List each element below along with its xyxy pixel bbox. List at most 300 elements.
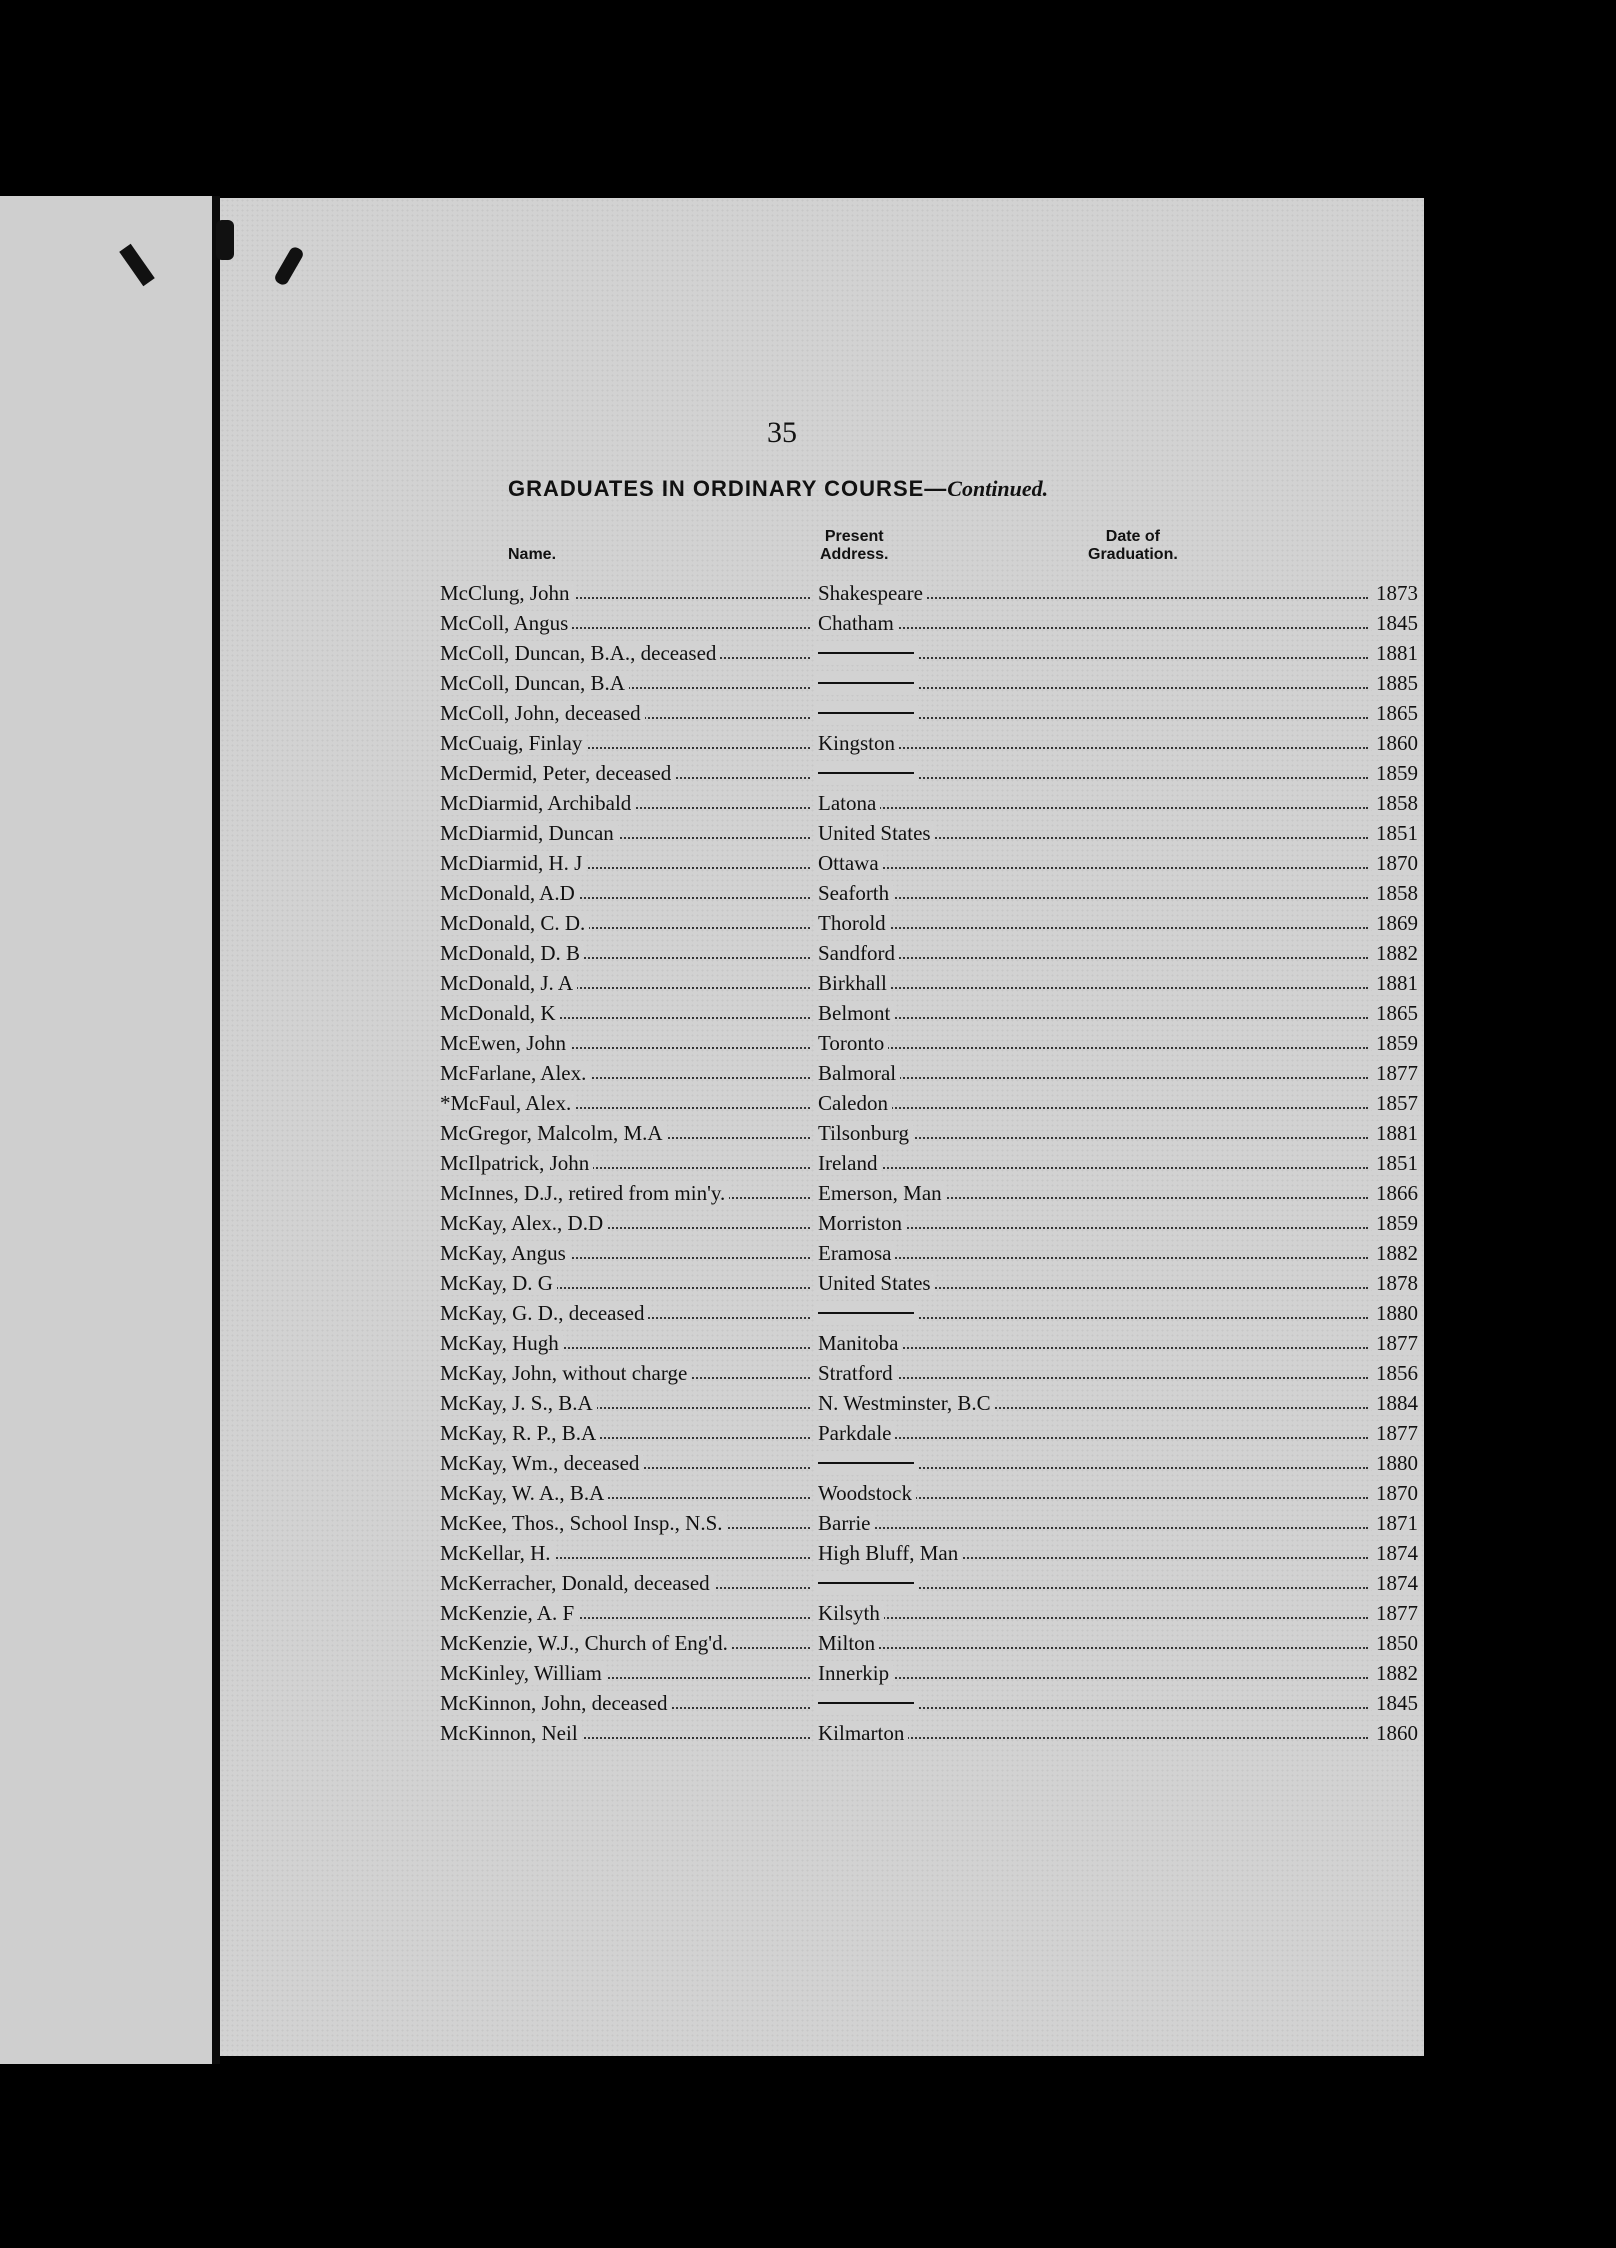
graduate-address (816, 728, 899, 758)
graduate-address (816, 698, 918, 728)
graduation-date-text: 1881 (1372, 1121, 1418, 1145)
graduation-date-text: 1866 (1372, 1181, 1418, 1205)
graduation-date (1372, 1328, 1418, 1358)
dot-leader (816, 1677, 1368, 1679)
graduate-address (816, 1718, 908, 1748)
graduate-row (440, 1118, 1418, 1148)
graduation-date (1372, 968, 1418, 998)
graduate-name-text: McKee, Thos., School Insp., N.S. (440, 1511, 727, 1535)
graduate-name-text: McCuaig, Finlay (440, 731, 586, 755)
dot-leader (816, 1617, 1368, 1619)
graduates-list (440, 578, 1418, 1748)
graduate-name (440, 1538, 555, 1568)
graduate-name (440, 1178, 729, 1208)
graduate-row (440, 668, 1418, 698)
graduation-date (1372, 1058, 1418, 1088)
graduate-address-text: Tilsonburg (816, 1121, 913, 1145)
graduate-name (440, 638, 720, 668)
graduate-name-text: McKay, Wm., deceased (440, 1451, 643, 1475)
graduate-address (816, 1088, 892, 1118)
address-dash (816, 761, 918, 785)
graduate-address (816, 908, 890, 938)
graduate-row (440, 818, 1418, 848)
graduate-name (440, 1598, 578, 1628)
graduate-row (440, 1568, 1418, 1598)
dot-leader (816, 807, 1368, 809)
graduate-name (440, 1568, 714, 1598)
graduation-date (1372, 1538, 1418, 1568)
graduate-address (816, 818, 935, 848)
column-header-date-line: Date of (1105, 528, 1160, 545)
graduate-address-text: Latona (816, 791, 880, 815)
graduate-address-text: Eramosa (816, 1241, 895, 1265)
heading-continued: Continued. (947, 476, 1049, 501)
dot-leader (816, 1377, 1368, 1379)
graduation-date (1372, 1418, 1418, 1448)
graduate-name-text: McDonald, J. A (440, 971, 577, 995)
graduate-row (440, 1088, 1418, 1118)
graduation-date-text: 1884 (1372, 1391, 1418, 1415)
graduate-row (440, 1298, 1418, 1328)
graduate-address-text: Seaforth (816, 881, 893, 905)
graduate-row (440, 1448, 1418, 1478)
graduation-date-text: 1850 (1372, 1631, 1418, 1655)
graduate-name (440, 1508, 727, 1538)
graduate-address-text: Thorold (816, 911, 890, 935)
graduation-date (1372, 1148, 1418, 1178)
dot-leader (816, 1017, 1368, 1019)
graduate-address (816, 1328, 902, 1358)
graduate-name-text: McInnes, D.J., retired from min'y. (440, 1181, 729, 1205)
graduation-date-text: 1882 (1372, 941, 1418, 965)
graduate-address (816, 1628, 879, 1658)
graduate-name (440, 1028, 570, 1058)
graduate-name-text: *McFaul, Alex. (440, 1091, 575, 1115)
graduation-date (1372, 1088, 1418, 1118)
graduate-address (816, 668, 918, 698)
graduation-date (1372, 698, 1418, 728)
dot-leader (816, 1047, 1368, 1049)
graduate-row (440, 788, 1418, 818)
graduation-date-text: 1859 (1372, 1211, 1418, 1235)
graduation-date (1372, 1298, 1418, 1328)
left-page (0, 196, 215, 2064)
graduation-date-text: 1881 (1372, 641, 1418, 665)
graduate-name-text: McKinnon, Neil (440, 1721, 582, 1745)
graduate-row (440, 1328, 1418, 1358)
graduate-name-text: McKay, Hugh (440, 1331, 563, 1355)
graduate-row (440, 968, 1418, 998)
graduate-name-text: McEwen, John (440, 1031, 570, 1055)
graduate-name (440, 1268, 557, 1298)
dot-leader (816, 1527, 1368, 1529)
graduation-date-text: 1851 (1372, 821, 1418, 845)
graduate-name-text: McKay, Alex., D.D (440, 1211, 607, 1235)
graduate-address-text: Stratford (816, 1361, 897, 1385)
graduate-address-text: Morriston (816, 1211, 906, 1235)
graduate-row (440, 848, 1418, 878)
graduate-name-text: McKinley, William (440, 1661, 606, 1685)
graduate-name-text: McKinnon, John, deceased (440, 1691, 671, 1715)
column-header-address-line: Address. (820, 546, 889, 563)
address-dash (816, 641, 918, 665)
graduation-date (1372, 938, 1418, 968)
graduate-name (440, 608, 572, 638)
graduate-row (440, 1148, 1418, 1178)
dot-leader (816, 897, 1368, 899)
graduate-name-text: McKenzie, W.J., Church of Eng'd. (440, 1631, 732, 1655)
graduate-address (816, 878, 893, 908)
graduate-row (440, 1388, 1418, 1418)
graduate-name-text: McDiarmid, Archibald (440, 791, 635, 815)
graduate-name-text: McDermid, Peter, deceased (440, 761, 675, 785)
graduate-name-text: McKay, D. G (440, 1271, 557, 1295)
graduation-date (1372, 1028, 1418, 1058)
graduation-date (1372, 1718, 1418, 1748)
graduation-date (1372, 1448, 1418, 1478)
graduate-name (440, 1628, 732, 1658)
graduate-row (440, 1658, 1418, 1688)
graduate-name-text: McKay, John, without charge (440, 1361, 691, 1385)
graduation-date-text: 1856 (1372, 1361, 1418, 1385)
graduate-name (440, 1298, 648, 1328)
dot-leader (816, 1107, 1368, 1109)
graduate-address-text: Sandford (816, 941, 899, 965)
graduate-address (816, 1028, 888, 1058)
dot-leader (816, 1647, 1368, 1649)
graduate-row (440, 578, 1418, 608)
graduate-address (816, 1418, 895, 1448)
graduate-name-text: McKay, G. D., deceased (440, 1301, 648, 1325)
graduate-row (440, 908, 1418, 938)
graduate-name (440, 1658, 606, 1688)
page (220, 198, 1424, 2056)
graduate-name-text: McColl, Duncan, B.A., deceased (440, 641, 720, 665)
graduate-address (816, 1538, 962, 1568)
graduation-date-text: 1878 (1372, 1271, 1418, 1295)
graduation-date-text: 1858 (1372, 791, 1418, 815)
graduate-name (440, 1088, 575, 1118)
graduate-row (440, 638, 1418, 668)
graduation-date-text: 1877 (1372, 1601, 1418, 1625)
graduate-name (440, 1418, 600, 1448)
graduation-date (1372, 1178, 1418, 1208)
graduate-name (440, 1388, 597, 1418)
graduation-date (1372, 758, 1418, 788)
column-header-address-line: Present (824, 528, 884, 545)
graduation-date-text: 1870 (1372, 851, 1418, 875)
graduation-date (1372, 608, 1418, 638)
graduate-row (440, 758, 1418, 788)
graduation-date-text: 1865 (1372, 701, 1418, 725)
graduate-address-text: Shakespeare (816, 581, 927, 605)
graduation-date-text: 1874 (1372, 1571, 1418, 1595)
graduate-name (440, 728, 586, 758)
graduation-date (1372, 728, 1418, 758)
graduate-address (816, 1478, 916, 1508)
graduate-name (440, 1358, 691, 1388)
graduate-address-text: Parkdale (816, 1421, 895, 1445)
graduate-name (440, 998, 559, 1028)
graduate-name (440, 578, 574, 608)
graduation-date-text: 1845 (1372, 611, 1418, 635)
graduate-name (440, 1448, 643, 1478)
graduate-address-text: Chatham (816, 611, 898, 635)
graduation-date (1372, 578, 1418, 608)
graduate-address (816, 1058, 900, 1088)
graduation-date (1372, 908, 1418, 938)
graduation-date-text: 1857 (1372, 1091, 1418, 1115)
dot-leader (816, 987, 1368, 989)
graduate-name-text: McIlpatrick, John (440, 1151, 593, 1175)
graduate-name (440, 698, 645, 728)
graduation-date (1372, 818, 1418, 848)
graduate-address (816, 1118, 913, 1148)
graduate-address (816, 1568, 918, 1598)
graduate-name (440, 848, 586, 878)
dash-line (818, 712, 914, 714)
graduation-date-text: 1882 (1372, 1661, 1418, 1685)
graduation-date-text: 1845 (1372, 1691, 1418, 1715)
dot-leader (816, 1167, 1368, 1169)
graduate-address-text: Emerson, Man (816, 1181, 946, 1205)
graduate-name (440, 668, 629, 698)
graduate-address-text: N. Westminster, B.C (816, 1391, 995, 1415)
graduate-address-text: Balmoral (816, 1061, 900, 1085)
graduate-name (440, 1688, 671, 1718)
column-header-name-label: Name. (508, 546, 557, 563)
graduation-date (1372, 1268, 1418, 1298)
graduate-address-text: United States (816, 821, 935, 845)
graduation-date (1372, 1508, 1418, 1538)
graduate-name (440, 1238, 570, 1268)
graduation-date-text: 1877 (1372, 1061, 1418, 1085)
graduation-date-text: 1881 (1372, 971, 1418, 995)
graduation-date-text: 1885 (1372, 671, 1418, 695)
graduate-row (440, 878, 1418, 908)
graduate-address (816, 1388, 995, 1418)
graduate-name-text: McKay, R. P., B.A (440, 1421, 600, 1445)
page-gutter (212, 196, 220, 2064)
graduate-name (440, 938, 584, 968)
graduate-name-text: McDiarmid, Duncan (440, 821, 618, 845)
graduate-name-text: McGregor, Malcolm, M.A (440, 1121, 667, 1145)
dot-leader (816, 1437, 1368, 1439)
ink-mark (119, 244, 155, 286)
dot-leader (816, 1257, 1368, 1259)
graduate-name (440, 1478, 608, 1508)
graduate-address-text: Kingston (816, 731, 899, 755)
address-dash (816, 1691, 918, 1715)
graduate-address-text: Ireland (816, 1151, 881, 1175)
graduate-name-text: McDonald, K (440, 1001, 559, 1025)
graduate-name (440, 1208, 607, 1238)
graduate-row (440, 938, 1418, 968)
graduate-address-text: Kilmarton (816, 1721, 908, 1745)
graduate-name-text: McColl, Angus (440, 611, 572, 635)
graduation-date (1372, 1628, 1418, 1658)
graduate-address (816, 1598, 884, 1628)
address-dash (816, 1301, 918, 1325)
graduation-date-text: 1880 (1372, 1451, 1418, 1475)
graduation-date (1372, 1478, 1418, 1508)
graduate-name-text: McKay, J. S., B.A (440, 1391, 597, 1415)
graduate-name-text: McKay, W. A., B.A (440, 1481, 608, 1505)
graduate-name (440, 968, 577, 998)
graduation-date (1372, 848, 1418, 878)
graduate-name-text: McKellar, H. (440, 1541, 555, 1565)
graduation-date-text: 1851 (1372, 1151, 1418, 1175)
graduation-date (1372, 1238, 1418, 1268)
graduation-date (1372, 788, 1418, 818)
graduate-address (816, 998, 894, 1028)
graduate-row (440, 1178, 1418, 1208)
graduate-address-text: Ottawa (816, 851, 883, 875)
graduate-row (440, 1508, 1418, 1538)
column-header-address (820, 528, 888, 564)
graduate-name (440, 1058, 590, 1088)
address-dash (816, 701, 918, 725)
graduate-row (440, 1718, 1418, 1748)
graduate-address (816, 1208, 906, 1238)
graduate-row (440, 1418, 1418, 1448)
graduate-address-text: Kilsyth (816, 1601, 884, 1625)
graduate-name-text: McKenzie, A. F (440, 1601, 578, 1625)
graduate-address-text: Caledon (816, 1091, 892, 1115)
graduation-date (1372, 638, 1418, 668)
graduation-date-text: 1865 (1372, 1001, 1418, 1025)
graduate-address-text: High Bluff, Man (816, 1541, 962, 1565)
binding-mark (216, 220, 234, 260)
dot-leader (816, 627, 1368, 629)
graduate-address-text: Innerkip (816, 1661, 893, 1685)
graduation-date (1372, 1688, 1418, 1718)
graduate-row (440, 1478, 1418, 1508)
graduation-date-text: 1877 (1372, 1331, 1418, 1355)
graduation-date-text: 1860 (1372, 731, 1418, 755)
graduate-row (440, 1598, 1418, 1628)
graduation-date-text: 1859 (1372, 761, 1418, 785)
graduate-address-text: Birkhall (816, 971, 891, 995)
graduation-date (1372, 1208, 1418, 1238)
graduate-address (816, 608, 898, 638)
address-dash (816, 671, 918, 695)
graduate-name-text: McDonald, D. B (440, 941, 584, 965)
graduate-address (816, 1148, 881, 1178)
graduate-address (816, 1178, 946, 1208)
graduate-address (816, 578, 927, 608)
graduate-name-text: McColl, Duncan, B.A (440, 671, 629, 695)
graduate-row (440, 1628, 1418, 1658)
graduate-address (816, 938, 899, 968)
graduate-name (440, 788, 635, 818)
graduation-date (1372, 1598, 1418, 1628)
graduate-row (440, 1058, 1418, 1088)
graduate-address (816, 968, 891, 998)
graduate-row (440, 998, 1418, 1028)
graduation-date-text: 1860 (1372, 1721, 1418, 1745)
graduate-row (440, 608, 1418, 638)
graduate-name-text: McClung, John (440, 581, 574, 605)
graduate-row (440, 698, 1418, 728)
graduate-address (816, 1238, 895, 1268)
graduate-address-text: Barrie (816, 1511, 874, 1535)
graduate-name-text: McDonald, C. D. (440, 911, 589, 935)
graduate-address-text: Woodstock (816, 1481, 916, 1505)
graduate-row (440, 1208, 1418, 1238)
graduate-name (440, 908, 589, 938)
graduate-name (440, 818, 618, 848)
graduation-date (1372, 1358, 1418, 1388)
graduate-address (816, 638, 918, 668)
graduate-name-text: McFarlane, Alex. (440, 1061, 590, 1085)
graduate-address (816, 1268, 935, 1298)
dash-line (818, 1702, 914, 1704)
graduate-name-text: McDiarmid, H. J (440, 851, 586, 875)
dash-line (818, 1462, 914, 1464)
dot-leader (816, 867, 1368, 869)
graduate-address-text: Milton (816, 1631, 879, 1655)
page-heading (508, 476, 1048, 502)
graduate-address (816, 788, 880, 818)
column-header-date-line: Graduation. (1088, 546, 1178, 563)
graduate-name (440, 1718, 582, 1748)
graduate-address (816, 1508, 874, 1538)
graduation-date (1372, 1568, 1418, 1598)
dot-leader (816, 927, 1368, 929)
graduate-name-text: McDonald, A.D (440, 881, 579, 905)
graduate-name (440, 1328, 563, 1358)
graduation-date-text: 1873 (1372, 581, 1418, 605)
dash-line (818, 1312, 914, 1314)
graduate-name-text: McKay, Angus (440, 1241, 570, 1265)
graduate-address-text: Manitoba (816, 1331, 902, 1355)
graduate-address (816, 1448, 918, 1478)
graduate-address (816, 758, 918, 788)
graduation-date-text: 1869 (1372, 911, 1418, 935)
graduate-name (440, 1148, 593, 1178)
graduation-date (1372, 1118, 1418, 1148)
graduation-date-text: 1877 (1372, 1421, 1418, 1445)
graduate-address (816, 1688, 918, 1718)
page-number: 35 (767, 416, 797, 449)
heading-main: GRADUATES IN ORDINARY COURSE— (508, 476, 948, 501)
graduation-date-text: 1880 (1372, 1301, 1418, 1325)
graduate-address-text: Toronto (816, 1031, 888, 1055)
graduation-date-text: 1870 (1372, 1481, 1418, 1505)
graduation-date (1372, 878, 1418, 908)
address-dash (816, 1451, 918, 1475)
graduation-date (1372, 998, 1418, 1028)
graduate-name-text: McKerracher, Donald, deceased (440, 1571, 714, 1595)
dash-line (818, 652, 914, 654)
graduate-name (440, 758, 675, 788)
graduate-name (440, 878, 579, 908)
graduate-row (440, 1238, 1418, 1268)
graduate-row (440, 1358, 1418, 1388)
graduate-address (816, 1658, 893, 1688)
graduate-address-text: Belmont (816, 1001, 894, 1025)
graduation-date-text: 1874 (1372, 1541, 1418, 1565)
graduation-date (1372, 668, 1418, 698)
graduate-name-text: McColl, John, deceased (440, 701, 645, 725)
column-header-date (1088, 528, 1178, 564)
graduation-date-text: 1882 (1372, 1241, 1418, 1265)
graduate-row (440, 1268, 1418, 1298)
dash-line (818, 772, 914, 774)
column-header-name (508, 546, 556, 564)
address-dash (816, 1571, 918, 1595)
